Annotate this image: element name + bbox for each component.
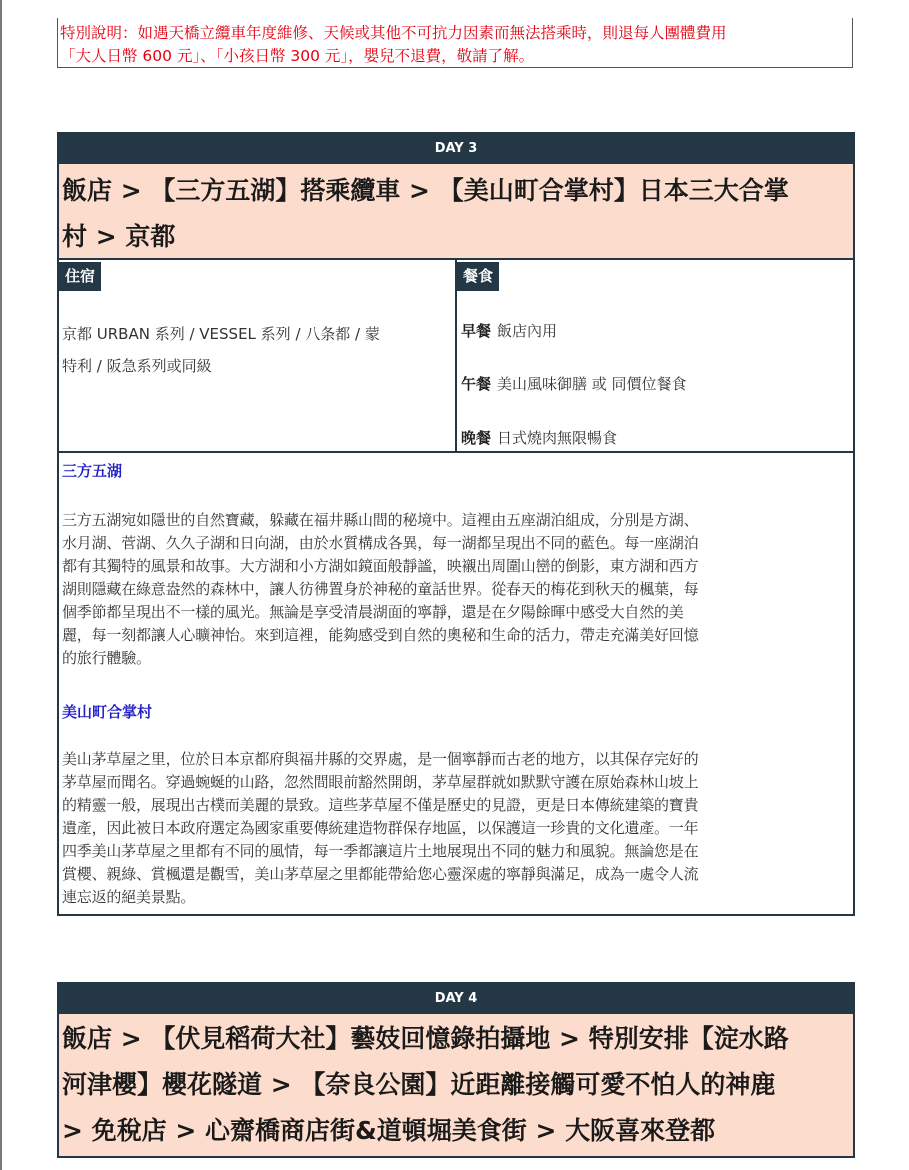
stay-info	[62, 318, 442, 382]
stay-tag: 住宿	[59, 262, 101, 291]
day3-header: DAY 3	[57, 132, 855, 164]
paragraph-line: 的旅行體驗。	[62, 649, 151, 667]
breakfast-row	[461, 320, 557, 341]
section-text-sanpo-goko	[62, 509, 852, 670]
paragraph-line: 遺產，因此被日本政府選定為國家重要傳統建造物群保存地區，以保護這一珍貴的文化遺產。一年	[62, 819, 699, 837]
paragraph-line: 麗，每一刻都讓人心曠神怡。來到這裡，能夠感受到自然的奧秘和生命的活力，帶走充滿美好回憶	[62, 626, 699, 644]
paragraph-line: 都有其獨特的風景和故事。大方湖和小方湖如鏡面般靜謐，映襯出周圍山巒的倒影，東方湖和西方	[62, 557, 699, 575]
day4-title-line-2: 河津櫻】櫻花隧道 > 【奈良公園】近距離接觸可愛不怕人的神鹿	[62, 1070, 776, 1099]
day4-title-line-3: > 免稅店 > 心齋橋商店街&道頓堀美食街 > 大阪喜來登都	[62, 1116, 716, 1145]
paragraph-line: 賞櫻、親綠、賞楓還是觀雪，美山茅草屋之里都能帶給您心靈深處的寧靜與滿足，成為一處令人流	[62, 865, 699, 883]
section-text-miyama	[62, 748, 852, 909]
day3-route-title	[57, 164, 855, 260]
paragraph-line: 湖則隱藏在綠意盎然的森林中，讓人彷彿置身於神秘的童話世界。從春天的梅花到秋天的楓葉，每	[62, 580, 699, 598]
paragraph-line: 美山茅草屋之里，位於日本京都府與福井縣的交界處，是一個寧靜而古老的地方，以其保存完好的	[62, 750, 699, 768]
stay-line-2: 特利 / 阪急系列或同級	[62, 357, 212, 375]
lunch-label: 午餐	[461, 375, 492, 393]
paragraph-line: 水月湖、菅湖、久久子湖和日向湖，由於水質構成各異，每一湖都呈現出不同的藍色。每一座湖泊	[62, 534, 699, 552]
day4-title-line-1: 飯店 > 【伏見稻荷大社】藝妓回憶錄拍攝地 > 特別安排【淀水路	[62, 1024, 789, 1053]
paragraph-line: 三方五湖宛如隱世的自然寶藏，躲藏在福井縣山間的秘境中。這裡由五座湖泊組成，分別是方湖、	[62, 511, 699, 529]
lunch-row	[461, 373, 687, 394]
paragraph-line: 連忘返的絕美景點。	[62, 888, 196, 906]
day3-description-box	[57, 451, 855, 916]
stay-line-1: 京都 URBAN 系列 / VESSEL 系列 / 八条都 / 蒙	[62, 325, 380, 343]
dinner-label: 晚餐	[461, 429, 492, 447]
refund-notice	[57, 18, 853, 68]
section-title-sanpo-goko: 三方五湖	[62, 462, 123, 480]
paragraph-line: 茅草屋而聞名。穿過蜿蜒的山路，忽然間眼前豁然開朗，茅草屋群就如默默守護在原始森林山坡上	[62, 773, 699, 791]
section-title-miyama: 美山町合掌村	[62, 703, 153, 721]
day3-title-line-1: 飯店 > 【三方五湖】搭乘纜車 > 【美山町合掌村】日本三大合掌	[62, 176, 789, 205]
paragraph-line: 的精靈一般，展現出古樸而美麗的景致。這些茅草屋不僅是歷史的見證，更是日本傳統建築的寶貴	[62, 796, 699, 814]
meal-tag: 餐食	[457, 262, 499, 291]
day4-header: DAY 4	[57, 982, 855, 1014]
paragraph-line: 個季節都呈現出不一樣的風光。無論是享受清晨湖面的寧靜，還是在夕陽餘暉中感受大自然的美	[62, 603, 684, 621]
notice-line-2: 「大人日幣 600 元」、「小孩日幣 300 元」，嬰兒不退費，敬請了解。	[60, 47, 535, 65]
paragraph-line: 四季美山茅草屋之里都有不同的風情，每一季都讓這片土地展現出不同的魅力和風貌。無論您是在	[62, 842, 699, 860]
page-left-border	[0, 0, 2, 1170]
breakfast-value: 飯店內用	[497, 322, 558, 340]
breakfast-label: 早餐	[461, 322, 492, 340]
day3-title-line-2: 村 > 京都	[62, 222, 176, 251]
day4-route-title	[57, 1014, 855, 1158]
dinner-value: 日式燒肉無限暢食	[497, 429, 618, 447]
notice-line-1: 特別說明：如遇天橋立纜車年度維修、天候或其他不可抗力因素而無法搭乘時，則退每人團體費用	[60, 24, 727, 42]
day3-info-box	[57, 258, 855, 453]
dinner-row	[461, 427, 617, 448]
lunch-value: 美山風味御膳 或 同價位餐食	[497, 375, 687, 393]
